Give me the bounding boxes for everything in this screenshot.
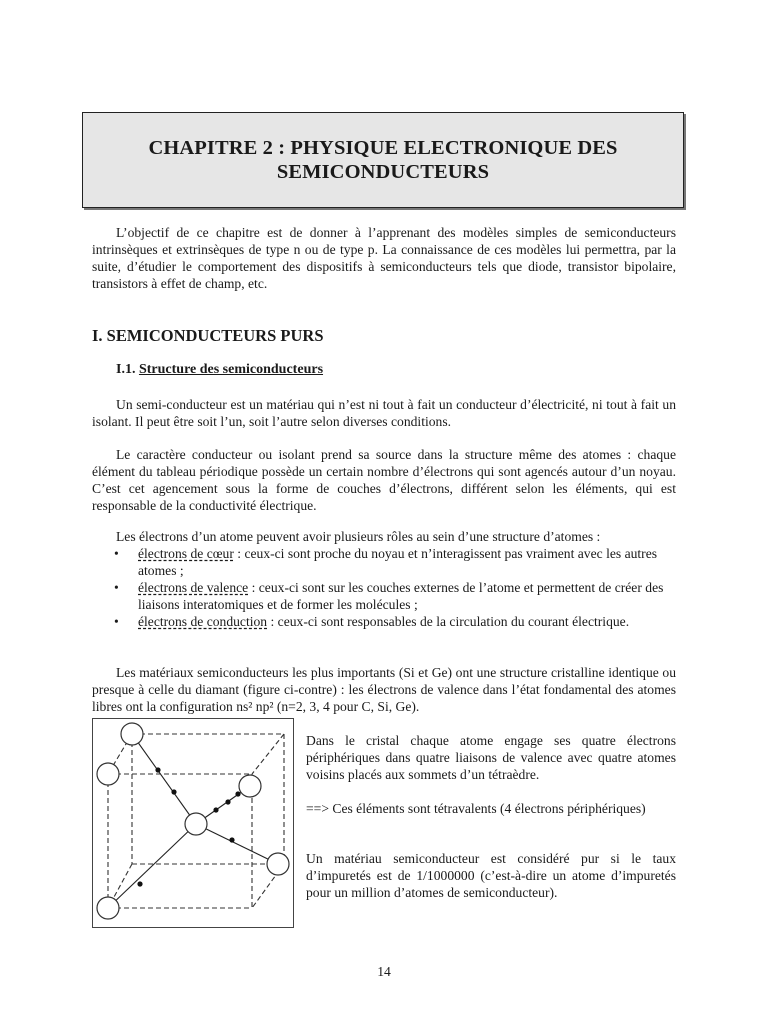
diamond-lattice-figure (92, 718, 294, 928)
side-paragraph-bonds (306, 732, 676, 783)
paragraph-roles-text: Les électrons d’un atome peuvent avoir plusieurs rôles au sein d’une structure d’atomes : (116, 529, 601, 544)
list-item (92, 545, 676, 579)
bullet-icon: • (114, 580, 119, 595)
list-item-text: : ceux-ci sont proche du noyau et n’interagissent pas vraiment avec les autres atomes ; (138, 546, 658, 578)
subsection-title: Structure des semiconducteurs (138, 362, 324, 377)
bullet-icon: • (114, 546, 119, 561)
paragraph-structure-text: Le caractère conducteur ou isolant prend sa source dans la structure même des atomes : chaque élément du tableau périodique possède un certain nombre d’électrons qui sont agencés autour d’un noyau. C’est cet agencement sous la forme de couches d’électrons, différent selon les éléments, qui est responsable de la conductivité électrique. (92, 447, 676, 513)
subsection-heading (116, 362, 323, 378)
subsection-number: I.1. (116, 362, 136, 377)
list-item-term: électrons de conduction (138, 614, 268, 629)
paragraph-definition (92, 396, 676, 430)
list-item-term: électrons de cœur (138, 546, 234, 561)
list-item (92, 579, 676, 613)
side-paragraph-purity (306, 850, 676, 901)
list-item (92, 613, 676, 630)
list-item-text: : ceux-ci sont responsables de la circulation du courant électrique. (267, 614, 630, 629)
list-item-text: : ceux-ci sont sur les couches externes de l’atome et permettent de créer des liaisons interatomiques et de former les molécules ; (138, 580, 664, 612)
side-paragraph-purity-text: Un matériau semiconducteur est considéré pur si le taux d’impuretés est de 1/1000000 (c’est-à-dire un atome d’impuretés pour un million d’atomes de semiconducteur). (306, 851, 676, 900)
paragraph-roles (92, 528, 676, 545)
bullet-icon: • (114, 614, 119, 629)
chapter-title-line2: SEMICONDUCTEURS (276, 161, 490, 183)
chapter-title-box (82, 112, 684, 208)
side-paragraph-bonds-text: Dans le cristal chaque atome engage ses quatre électrons périphériques dans quatre liaisons de valence avec quatre atomes voisins placés aux sommets d’un tétraèdre. (306, 733, 676, 782)
side-paragraph-tetravalent: ==> Ces éléments sont tétravalents (4 électrons périphériques) (306, 801, 646, 816)
paragraph-crystal (92, 664, 676, 715)
intro-paragraph (92, 224, 676, 292)
intro-text: L’objectif de ce chapitre est de donner à l’apprenant des modèles simples de semiconducteurs intrinsèques et extrinsèques de type n ou de type p. La connaissance de ces modèles lui permettra, par la suite, d’étudier le comportement des dispositifs à semiconducteurs tels que diode, transistor bipolaire, transistors à effet de champ, etc. (92, 225, 676, 291)
chapter-title-line1: CHAPITRE 2 : PHYSIQUE ELECTRONIQUE DES (148, 137, 618, 159)
page-number: 14 (377, 964, 391, 979)
electron-roles-list (92, 545, 676, 630)
section-heading: I. SEMICONDUCTEURS PURS (92, 326, 324, 345)
paragraph-definition-text: Un semi-conducteur est un matériau qui n’est ni tout à fait un conducteur d’électricité, ni tout à fait un isolant. Il peut être soit l’un, soit l’autre selon diverses conditions. (92, 397, 676, 429)
diamond-lattice-diagram (92, 718, 294, 928)
list-item-term: électrons de valence (138, 580, 249, 595)
paragraph-structure (92, 446, 676, 514)
paragraph-crystal-text: Les matériaux semiconducteurs les plus importants (Si et Ge) ont une structure cristalline identique ou presque à celle du diamant (figure ci-contre) : les électrons de valence dans l’état fondamental des atomes libres ont la configuration ns² np² (n=2, 3, 4 pour C, Si, Ge). (92, 665, 676, 714)
